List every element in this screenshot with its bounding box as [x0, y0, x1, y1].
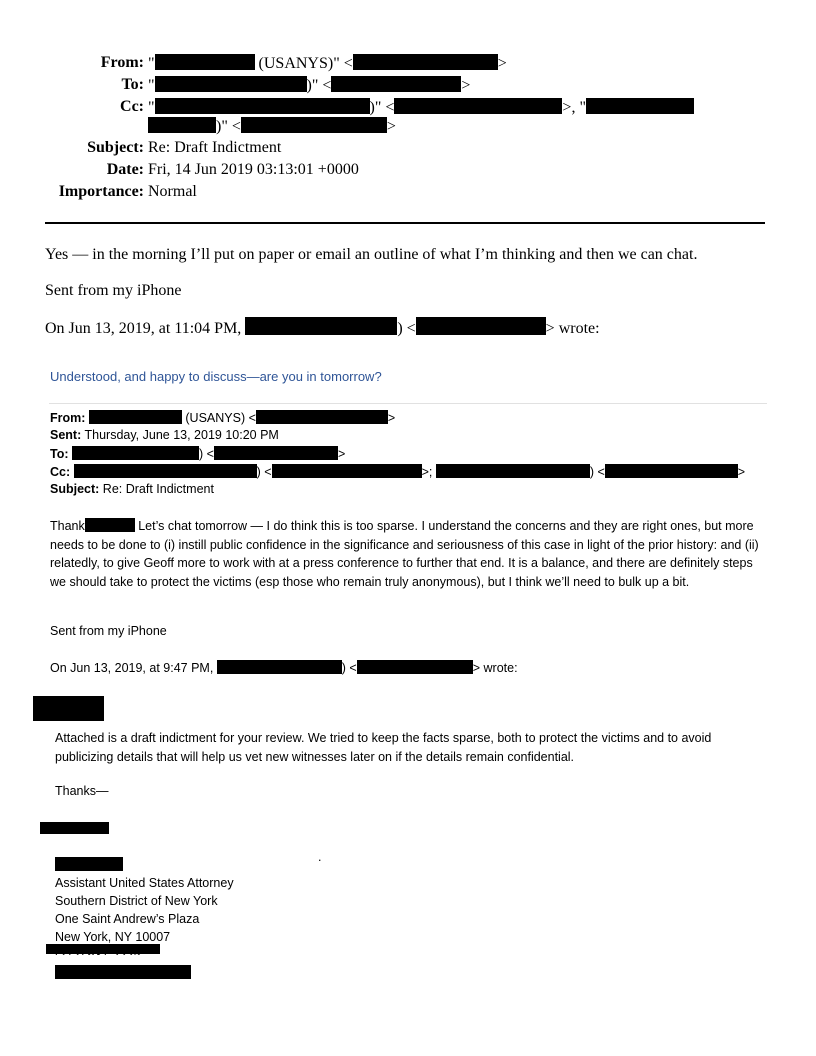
cc-value-line2: )" < >: [148, 117, 396, 136]
date-label: Date:: [106, 161, 144, 178]
fwd-signature: Sent from my iPhone: [50, 624, 167, 638]
sig-office: Southern District of New York: [55, 894, 218, 908]
fwd-quote-line: On Jun 13, 2019, at 9:47 PM, ) < > wrote:: [50, 661, 518, 675]
fwd-to: To: ) < >: [50, 447, 346, 461]
header-divider: [45, 222, 765, 224]
redaction: [357, 660, 473, 674]
redaction: [155, 76, 307, 92]
reply-quote-line: On Jun 13, 2019, at 11:04 PM, ) < > wrote:: [45, 317, 600, 338]
redaction: [272, 464, 422, 478]
from-label: From:: [100, 54, 144, 71]
redaction: [416, 317, 546, 335]
redaction: [586, 98, 694, 114]
reply-signature: Sent from my iPhone: [45, 282, 182, 299]
from-value: " (USANYS)" < >: [148, 55, 507, 72]
fwd-body: Thank Let’s chat tomorrow — I do think this is too sparse. I understand the concerns and they are right ones, but more needs to be done to (i) instill public confidence in the significance and seriousness of this case in light of the prior history: and (ii) relatedly, to give Geoff more to work with at a press conference to further that end. It is a balance, and there are definitely steps we should take to protect the victims (esp those who remain truly anonymous), but I think we’ll need to bulk up a bit.: [50, 519, 759, 589]
to-label: To:: [121, 76, 144, 93]
sig-title: Assistant United States Attorney: [55, 876, 234, 890]
date-value: Fri, 14 Jun 2019 03:13:01 +0000: [148, 161, 359, 178]
redaction: [605, 464, 738, 478]
reply-body: Yes — in the morning I’ll put on paper or email an outline of what I’m thinking and then we can chat.: [45, 246, 698, 263]
to-value: " )" < >: [148, 77, 471, 94]
redaction: [72, 446, 199, 460]
redaction: [331, 76, 461, 92]
original-body: Attached is a draft indictment for your review. We tried to keep the facts sparse, both to protect the victims and to avoid publicizing details that will help us vet new witnesses later on if the details remain confidential.: [55, 731, 712, 764]
subject-label: Subject:: [87, 139, 144, 156]
redaction: [55, 965, 191, 979]
redaction: [353, 54, 498, 70]
redaction: [40, 822, 109, 834]
stray-dot: .: [318, 850, 322, 864]
redaction: [33, 696, 104, 721]
cc-value: " )" < >, ": [148, 98, 694, 117]
cc-label: Cc:: [120, 98, 144, 115]
original-thanks: Thanks—: [55, 784, 109, 798]
importance-label: Importance:: [58, 183, 144, 200]
redaction: [155, 54, 255, 70]
signature-block: [55, 874, 234, 955]
quote-divider: [49, 403, 767, 404]
redaction: [85, 518, 135, 532]
importance-value: Normal: [148, 183, 197, 200]
fwd-cc: Cc: ) < >; ) < >: [50, 465, 746, 479]
redaction: [55, 857, 123, 871]
redaction: [148, 117, 216, 133]
redaction: [214, 446, 338, 460]
fwd-from: From: (USANYS) < >: [50, 411, 396, 425]
redaction: [245, 317, 397, 335]
quoted-reply-body: Understood, and happy to discuss—are you in tomorrow?: [50, 369, 382, 384]
redaction: [256, 410, 388, 424]
redaction: [46, 944, 160, 954]
redaction: [394, 98, 562, 114]
redaction: [155, 98, 370, 114]
fwd-subject: Subject: Re: Draft Indictment: [50, 482, 214, 496]
redaction: [436, 464, 590, 478]
subject-value: Re: Draft Indictment: [148, 139, 282, 156]
redaction: [217, 660, 342, 674]
redaction: [74, 464, 257, 478]
redaction: [241, 117, 387, 133]
sig-city: New York, NY 10007: [55, 930, 171, 944]
redaction: [89, 410, 182, 424]
sig-address: One Saint Andrew’s Plaza: [55, 912, 200, 926]
fwd-sent: Sent: Thursday, June 13, 2019 10:20 PM: [50, 428, 279, 442]
